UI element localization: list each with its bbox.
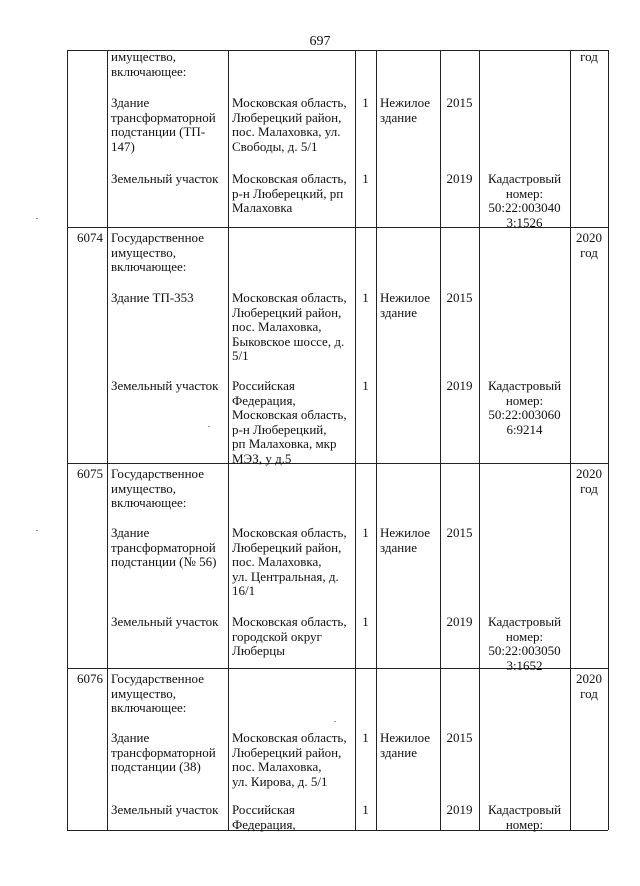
group-header: Государственное имущество, включающее: <box>111 466 204 510</box>
cadastral-note: Кадастровый номер: 50:22:003060 6:9214 <box>487 378 562 437</box>
object-address: Российская Федерация, Московская область, р-н Люберецкий, рп Малаховка, мкр МЭЗ, у д.5 <box>232 378 347 466</box>
object-type: Нежилое здание <box>380 290 431 320</box>
object-address: Московская область, Люберецкий район, пос. Малаховка, ул. Центральная, д. 16/1 <box>232 525 347 598</box>
object-address: Московская область, Люберецкий район, пос. Малаховка, ул. Свободы, д. 5/1 <box>232 95 347 154</box>
object-name: Здание трансформаторной подстанции (ТП- 147) <box>111 95 216 154</box>
scan-speck <box>36 530 38 531</box>
object-quantity: 1 <box>362 730 369 745</box>
object-year: 2019 <box>446 802 473 817</box>
row-number: 6076 <box>77 671 103 686</box>
object-quantity: 1 <box>362 171 369 186</box>
object-name: Здание ТП-353 <box>111 290 194 305</box>
object-address: Московская область, городской округ Люберцы <box>232 614 347 658</box>
object-year: 2015 <box>446 730 473 745</box>
registration-year: 2020 год <box>576 671 602 701</box>
table-column-border <box>355 50 356 830</box>
object-year: 2015 <box>446 95 473 110</box>
object-quantity: 1 <box>362 95 369 110</box>
object-type: Нежилое здание <box>380 525 431 555</box>
group-header: имущество, включающее: <box>111 49 187 79</box>
registration-year: год <box>580 49 598 64</box>
object-name: Земельный участок <box>111 614 219 629</box>
table-column-border <box>228 50 229 830</box>
group-header: Государственное имущество, включающее: <box>111 671 204 715</box>
object-year: 2019 <box>446 171 473 186</box>
row-number: 6074 <box>77 230 103 245</box>
object-address: Московская область, Люберецкий район, пос. Малаховка, ул. Кирова, д. 5/1 <box>232 730 347 789</box>
table-column-border <box>440 50 441 830</box>
object-type: Нежилое здание <box>380 95 431 125</box>
object-year: 2015 <box>446 290 473 305</box>
table-column-border <box>376 50 377 830</box>
table-column-border <box>479 50 480 830</box>
object-quantity: 1 <box>362 802 369 817</box>
registration-year: 2020 год <box>576 230 602 260</box>
page-number: 697 <box>309 34 331 49</box>
cadastral-note: Кадастровый номер: 50:22:003050 3:1652 <box>487 614 562 673</box>
object-year: 2019 <box>446 378 473 393</box>
object-quantity: 1 <box>362 525 369 540</box>
table-column-border <box>608 50 609 830</box>
scan-speck <box>334 721 336 722</box>
object-name: Здание трансформаторной подстанции (№ 56) <box>111 525 217 569</box>
scan-speck <box>208 426 210 427</box>
cadastral-note: Кадастровый номер: 50:22:003040 3:1526 <box>487 171 562 230</box>
object-quantity: 1 <box>362 378 369 393</box>
scan-speck <box>36 218 38 219</box>
object-quantity: 1 <box>362 614 369 629</box>
table-column-border <box>570 50 571 830</box>
object-type: Нежилое здание <box>380 730 431 760</box>
object-address: Московская область, р-н Люберецкий, рп Малаховка <box>232 171 347 215</box>
row-number: 6075 <box>77 466 103 481</box>
object-address: Российская Федерация, <box>232 802 296 832</box>
object-quantity: 1 <box>362 290 369 305</box>
object-name: Здание трансформаторной подстанции (38) <box>111 730 216 774</box>
object-name: Земельный участок <box>111 378 219 393</box>
object-address: Московская область, Люберецкий район, пос. Малаховка, Быковское шоссе, д. 5/1 <box>232 290 347 363</box>
object-name: Земельный участок <box>111 171 219 186</box>
object-name: Земельный участок <box>111 802 219 817</box>
table-column-border <box>107 50 108 830</box>
group-header: Государственное имущество, включающее: <box>111 230 204 274</box>
cadastral-note: Кадастровый номер: <box>487 802 562 832</box>
registration-year: 2020 год <box>576 466 602 496</box>
object-year: 2015 <box>446 525 473 540</box>
table-column-border <box>67 50 68 830</box>
object-year: 2019 <box>446 614 473 629</box>
